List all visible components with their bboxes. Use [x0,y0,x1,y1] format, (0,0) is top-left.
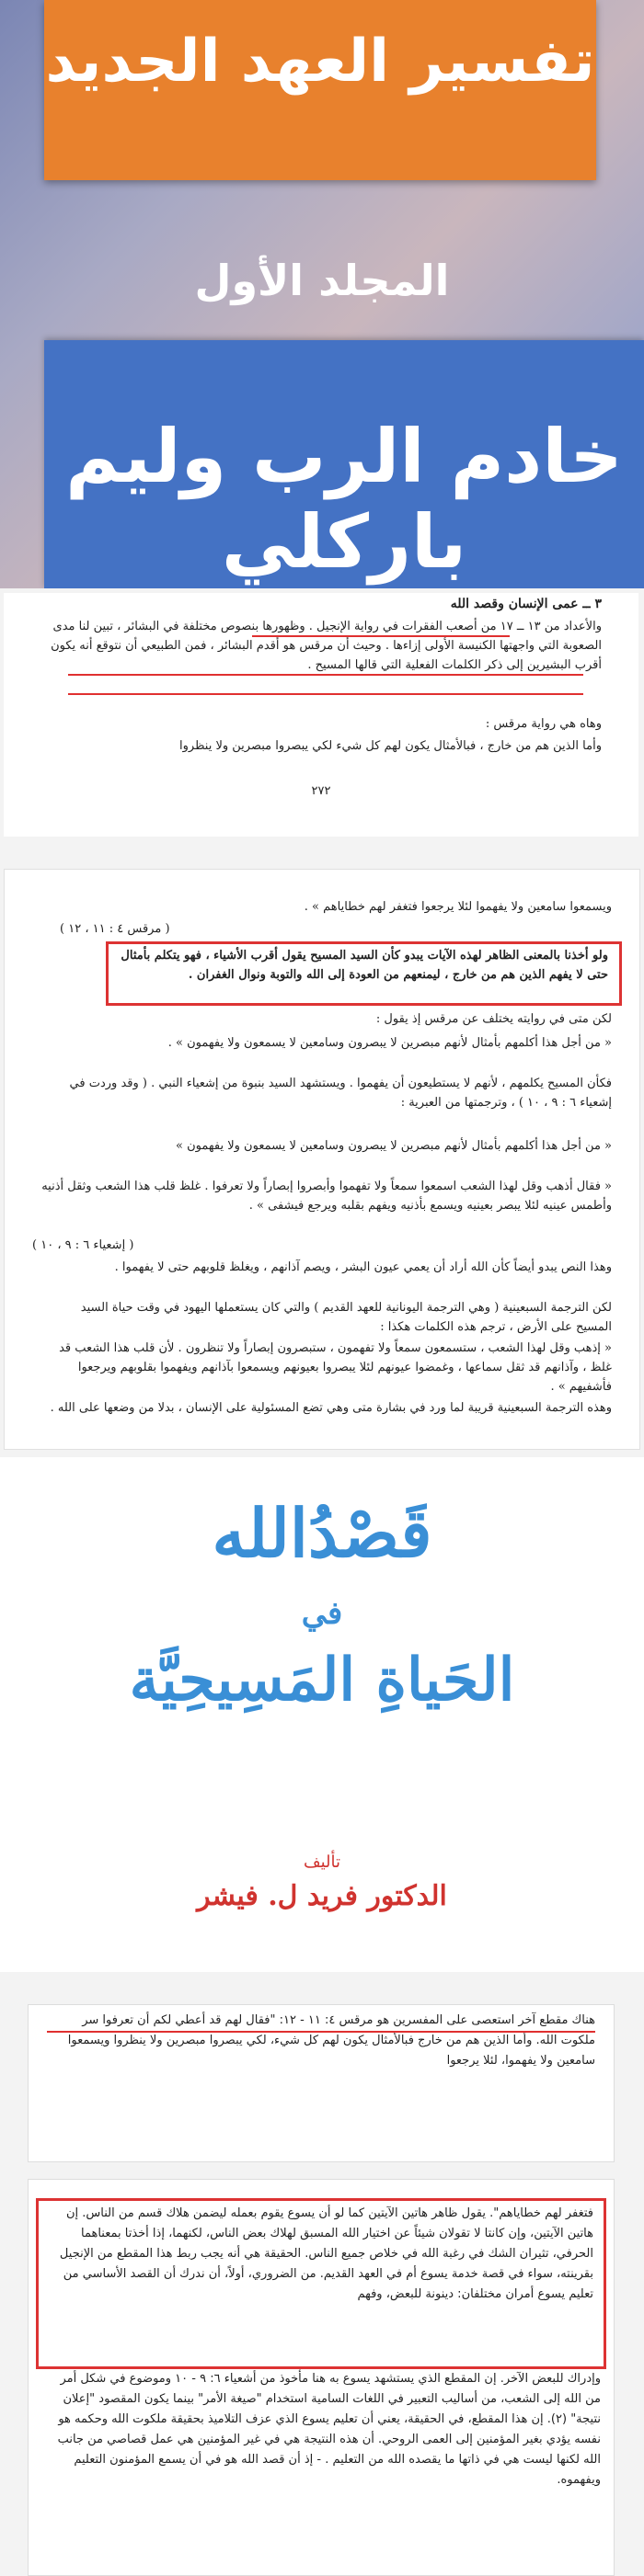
paragraph: والأعداد من ١٣ ــ ١٧ من أصعب الفقرات في رواية الإنجيل . وظهورها بنصوص مختلفة في البشائر ، تبين لنا مدى الصعوبة التي واجهتها الكنيسة الأولى إزاءها . وحيث أن مرقس هو أقدم البشائر ، فمن الطبيعي أن نتوقع أنه يكون أقرب البشيرين إلى ذكر الكلمات الفعلية التي قالها المسيح . [51,620,602,672]
book-cover-purpose-of-god [0,1457,644,1972]
cover-title: تفسير العهد الجديد [45,28,595,96]
scripture-reference: ( مرقس ٤ : ١١ ، ١٢ ) [60,922,170,936]
scanned-page-4 [28,2179,615,2576]
cover-title-line: في [301,1595,343,1632]
paragraph: وهذا النص يبدو أيضاً كأن الله أراد أن يعمي عيون البشر ، ويصم آذانهم ، ويغلظ قلوبهم حتى لا يفهموا . [114,1260,612,1274]
cover-title-line: قَصْدُالله [212,1494,432,1572]
paragraph: وهاه هي رواية مرقس : [485,717,602,731]
paragraph: « إذهب وقل لهذا الشعب ، ستسمعون سمعاً ولا تفهمون ، ستبصرون إبصاراً ولا تنظرون . لأن قلب هذا الشعب قد غلظ ، وآذانهم قد ثقل سماعها ، وغمضوا عيونهم لئلا يبصروا بعيونهم ويسمعوا بآذانهم ويفهموا بقلوبهم ويرجعوا فأشفيهم » . [59,1341,612,1394]
paragraph: هناك مقطع آخر استعصى على المفسرين هو مرقس ٤: ١١ - ١٢: "فقال لهم قد أعطي لكم أن تعرفوا سر ملكوت الله. وأما الذين هم من خارج فبالأمثال يكون لهم كل شيء، لكي يبصروا مبصرين ولا ينظروا ويسمعوا سامعين ولا يفهموا، لئلا يرجعوا [67,2013,595,2068]
paragraph: وهذه الترجمة السبعينية قريبة لما ورد في بشارة متى وهي تضع المسئولية على الإنسان ، بدلا من وضعها على الله . [50,1401,612,1415]
scanned-page-3 [28,2004,615,2162]
boxed-paragraph: ولو أخذنا بالمعنى الظاهر لهذه الآيات يبدو كأن السيد المسيح يقول أقرب الأشياء ، فهو يتكلم بأمثال حتى لا يفهم الذين هم من خارج ، ليمنعهم من العودة إلى الله والتوبة ونوال الغفران . [121,949,608,982]
boxed-paragraph: فتغفر لهم خطاياهم". يقول ظاهر هاتين الآيتين كما لو أن يسوع يقوم بعمله ليضمن هلاك قسم من الناس. إن هاتين الآيتين، وإن كانتا لا تقولان شيئاً عن اختيار الله المسبق لهلاك بعض الناس، لكنهما، إذا أخذتا بمعناهما الحرفي، تثيران الشك في رغبة الله في خلاص جميع الناس. الحقيقة هي أنه يجب ربط هذا المقطع من الإنجيل بقرينته، سواء في قصة خدمة يسوع أم في العهد القديم. من الضروري، أولاً، أن ندرك أن القصد الأساسي من تعليم يسوع أمران مختلفان: دينونة للبعض، وفهم [59,2206,593,2301]
book-cover-commentary [0,0,644,588]
cover-author-banner [44,340,644,588]
underline-mark [68,674,583,676]
underline-mark [68,693,583,695]
cover-title-banner [44,0,596,180]
paragraph: لكن الترجمة السبعينية ( وهي الترجمة اليونانية للعهد القديم ) والتي كان يستعملها اليهود في وقت حياة السيد المسيح على الأرض ، ترجم هذه الكلمات هكذا : [80,1301,612,1334]
cover-author: خادم الرب وليم باركلي [65,414,623,585]
paragraph: ويسمعوا سامعين ولا يفهموا لئلا يرجعوا فتغفر لهم خطاياهم » . [304,900,612,914]
underline-mark [252,635,510,637]
section-heading: ٣ ــ عمى الإنسان وقصد الله [450,597,602,611]
paragraph: « من أجل هذا أكلمهم بأمثال لأنهم مبصرين لا يبصرون وسامعين لا يسمعون ولا يفهمون » . [167,1036,612,1050]
paragraph: وإدراك للبعض الآخر. إن المقطع الذي يستشهد يسوع به هنا مأخوذ من أشعياء ٦: ٩ - ١٠ وموضوع في شكل أمر من الله إلى الشعب، من أساليب التعبير في اللغات السامية استخدام "صيغة الأمر" بينما يكون المقصود "إعلان نتيجة" (٢). إن هذا المقطع، في الحقيقة، يعني أن تعليم يسوع الذي عزف التلاميذ بحقيقة ملكوت الله وحكمه هو نفسه يؤدي بغير المؤمنين إلى العمى الروحي. أن هذه النتيجة هي في غير المؤمنين هي عمل قصاصي من جانب الله لكنها ليست هي في ذاتها ما يقصده الله من التعليم . - إذ أن قصد الله هو في أن يسمع المؤمنون التعليم ويفهموه. [57,2372,601,2487]
paragraph: لكن متى في روايته يختلف عن مرقس إذ يقول : [375,1012,612,1026]
scanned-page-1 [4,593,638,837]
paragraph: وأما الذين هم من خارج ، فبالأمثال يكون لهم كل شيء لكي يبصروا مبصرين ولا ينظروا [179,739,602,753]
cover-by-label: تأليف [303,1852,341,1872]
page-number: ٢٧٢ [311,784,331,798]
underline-mark [47,2031,595,2033]
cover-volume: المجلد الأول [194,256,450,305]
cover-author: الدكتور فريد ل. فيشر [197,1880,447,1912]
paragraph: « من أجل هذا أكلمهم بأمثال لأنهم مبصرين لا يبصرون وسامعين لا يسمعون ولا يفهمون » [176,1139,612,1153]
scripture-reference: ( إشعياء ٦ : ٩ ، ١٠ ) [32,1238,134,1252]
paragraph: فكأن المسيح يكلمهم ، لأنهم لا يستطيعون أن يفهموا . ويستشهد السيد بنبوة من إشعياء النبي . ( وقد وردت في إشعياء ٦ : ٩ ، ١٠ ) ، وترجمتها من العبرية : [69,1077,612,1110]
paragraph: « فقال أذهب وقل لهذا الشعب اسمعوا سمعاً ولا تفهموا وأبصروا إبصاراً ولا تعرفوا . غلظ قلب هذا الشعب وثقل أذنيه وأطمس عينيه لئلا يبصر بعينيه ويسمع بأذنيه ويفهم بقلبه ويرجع فيشفى » . [41,1180,612,1213]
cover-title-line: الحَياةِ المَسِيحِيَّة [129,1646,515,1715]
scanned-page-2 [4,869,640,1450]
